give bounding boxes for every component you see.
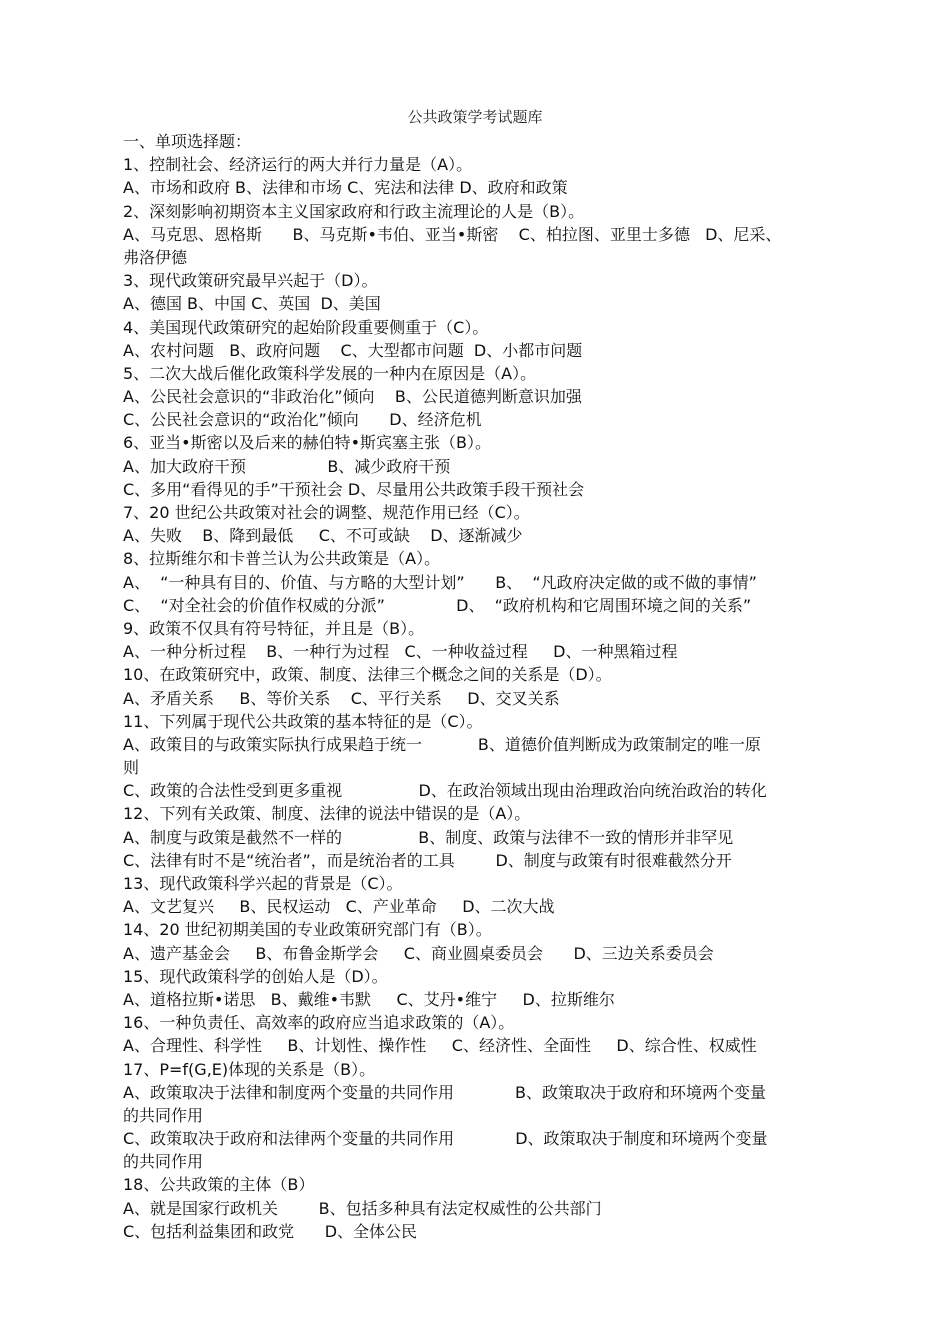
text-line: C、政策的合法性受到更多重视 D、在政治领域出现由治理政治向统治政治的转化 bbox=[123, 781, 767, 801]
text-line: A、 “一种具有目的、价值、与方略的大型计划” B、 “凡政府决定做的或不做的事情” bbox=[123, 572, 757, 592]
text-line: A、德国 B、中国 C、英国 D、美国 bbox=[123, 294, 381, 314]
text-line: 7、20 世纪公共政策对社会的调整、规范作用已经（C）。 bbox=[123, 503, 530, 522]
text-line: 3、现代政策研究最早兴起于（D）。 bbox=[123, 271, 378, 291]
text-line: C、包括利益集团和政党 D、全体公民 bbox=[123, 1221, 418, 1241]
text-line: 4、美国现代政策研究的起始阶段重要侧重于（C）。 bbox=[123, 317, 489, 337]
text-line: A、加大政府干预 B、减少政府干预 bbox=[123, 456, 451, 476]
text-line: A、就是国家行政机关 B、包括多种具有法定权威性的公共部门 bbox=[123, 1198, 602, 1218]
text-line: A、遗产基金会 B、布鲁金斯学会 C、商业圆桌委员会 D、三边关系委员会 bbox=[123, 943, 714, 963]
text-line: 10、在政策研究中，政策、制度、法律三个概念之间的关系是（D）。 bbox=[123, 665, 612, 685]
text-line: 11、下列属于现代公共政策的基本特征的是（C）。 bbox=[123, 711, 483, 731]
text-line: C、法律有时不是“统治者”，而是统治者的工具 D、制度与政策有时很难截然分开 bbox=[123, 850, 732, 870]
section-heading: 一、单项选择题： bbox=[123, 132, 252, 151]
text-line: 12、下列有关政策、制度、法律的说法中错误的是（A）。 bbox=[123, 804, 531, 824]
text-line: C、政策取决于政府和法律两个变量的共同作用 D、政策取决于制度和环境两个变量 bbox=[123, 1129, 768, 1149]
text-line: 17、P=f(G,E)体现的关系是（B）。 bbox=[123, 1059, 376, 1079]
text-line: A、市场和政府 B、法律和市场 C、宪法和法律 D、政府和政策 bbox=[123, 178, 568, 198]
text-line: A、一种分析过程 B、一种行为过程 C、一种收益过程 D、一种黑箱过程 bbox=[123, 642, 678, 662]
text-line: 6、亚当•斯密以及后来的赫伯特•斯宾塞主张（B）。 bbox=[123, 433, 492, 453]
text-line: 8、拉斯维尔和卡普兰认为公共政策是（A）。 bbox=[123, 549, 441, 569]
text-line: C、公民社会意识的“政治化”倾向 D、经济危机 bbox=[123, 410, 482, 430]
text-line: 弗洛伊德 bbox=[123, 247, 188, 267]
text-line: 16、一种负责任、高效率的政府应当追求政策的（A）。 bbox=[123, 1013, 515, 1033]
text-line: 9、政策不仅具有符号特征，并且是（B）。 bbox=[123, 618, 425, 638]
text-line: A、矛盾关系 B、等价关系 C、平行关系 D、交叉关系 bbox=[123, 688, 560, 708]
text-line: A、道格拉斯•诺思 B、戴维•韦默 C、艾丹•维宁 D、拉斯维尔 bbox=[123, 989, 615, 1009]
text-line: 15、现代政策科学的创始人是（D）。 bbox=[123, 966, 388, 986]
text-line: A、合理性、科学性 B、计划性、操作性 C、经济性、全面性 D、综合性、权威性 bbox=[123, 1036, 757, 1056]
text-line: C、 “对全社会的价值作权威的分派” D、 “政府机构和它周围环境之间的关系” bbox=[123, 595, 752, 615]
text-line: A、政策目的与政策实际执行成果趋于统一 B、道德价值判断成为政策制定的唯一原 bbox=[123, 734, 761, 754]
text-line: 18、公共政策的主体（B） bbox=[123, 1175, 315, 1195]
document-title: 公共政策学考试题库 bbox=[407, 108, 543, 126]
text-line: 13、现代政策科学兴起的背景是（C）。 bbox=[123, 874, 403, 893]
text-line: A、马克思、恩格斯 B、马克斯•韦伯、亚当•斯密 C、柏拉图、亚里士多德 D、尼采、 bbox=[123, 224, 782, 244]
text-line: A、失败 B、降到最低 C、不可或缺 D、逐渐减少 bbox=[123, 526, 523, 546]
text-line: 5、二次大战后催化政策科学发展的一种内在原因是（A）。 bbox=[123, 363, 537, 383]
text-line: A、文艺复兴 B、民权运动 C、产业革命 D、二次大战 bbox=[123, 897, 555, 917]
text-line: A、制度与政策是截然不一样的 B、制度、政策与法律不一致的情形并非罕见 bbox=[123, 827, 734, 847]
text-line: 的共同作用 bbox=[123, 1152, 204, 1172]
text-line: A、政策取决于法律和制度两个变量的共同作用 B、政策取决于政府和环境两个变量 bbox=[123, 1082, 766, 1102]
question-list bbox=[123, 130, 823, 1243]
text-line: A、公民社会意识的“非政治化”倾向 B、公民道德判断意识加强 bbox=[123, 387, 582, 407]
text-line: 14、20 世纪初期美国的专业政策研究部门有（B）。 bbox=[123, 920, 492, 940]
text-line: 的共同作用 bbox=[123, 1105, 204, 1125]
text-line: 则 bbox=[123, 758, 140, 778]
text-line: A、农村问题 B、政府问题 C、大型都市问题 D、小都市问题 bbox=[123, 340, 583, 360]
text-line: 1、控制社会、经济运行的两大并行力量是（A）。 bbox=[123, 155, 473, 175]
text-line: 2、深刻影响初期资本主义国家政府和行政主流理论的人是（B）。 bbox=[123, 201, 585, 221]
text-line: C、多用“看得见的手”干预社会 D、尽量用公共政策手段干预社会 bbox=[123, 479, 585, 499]
